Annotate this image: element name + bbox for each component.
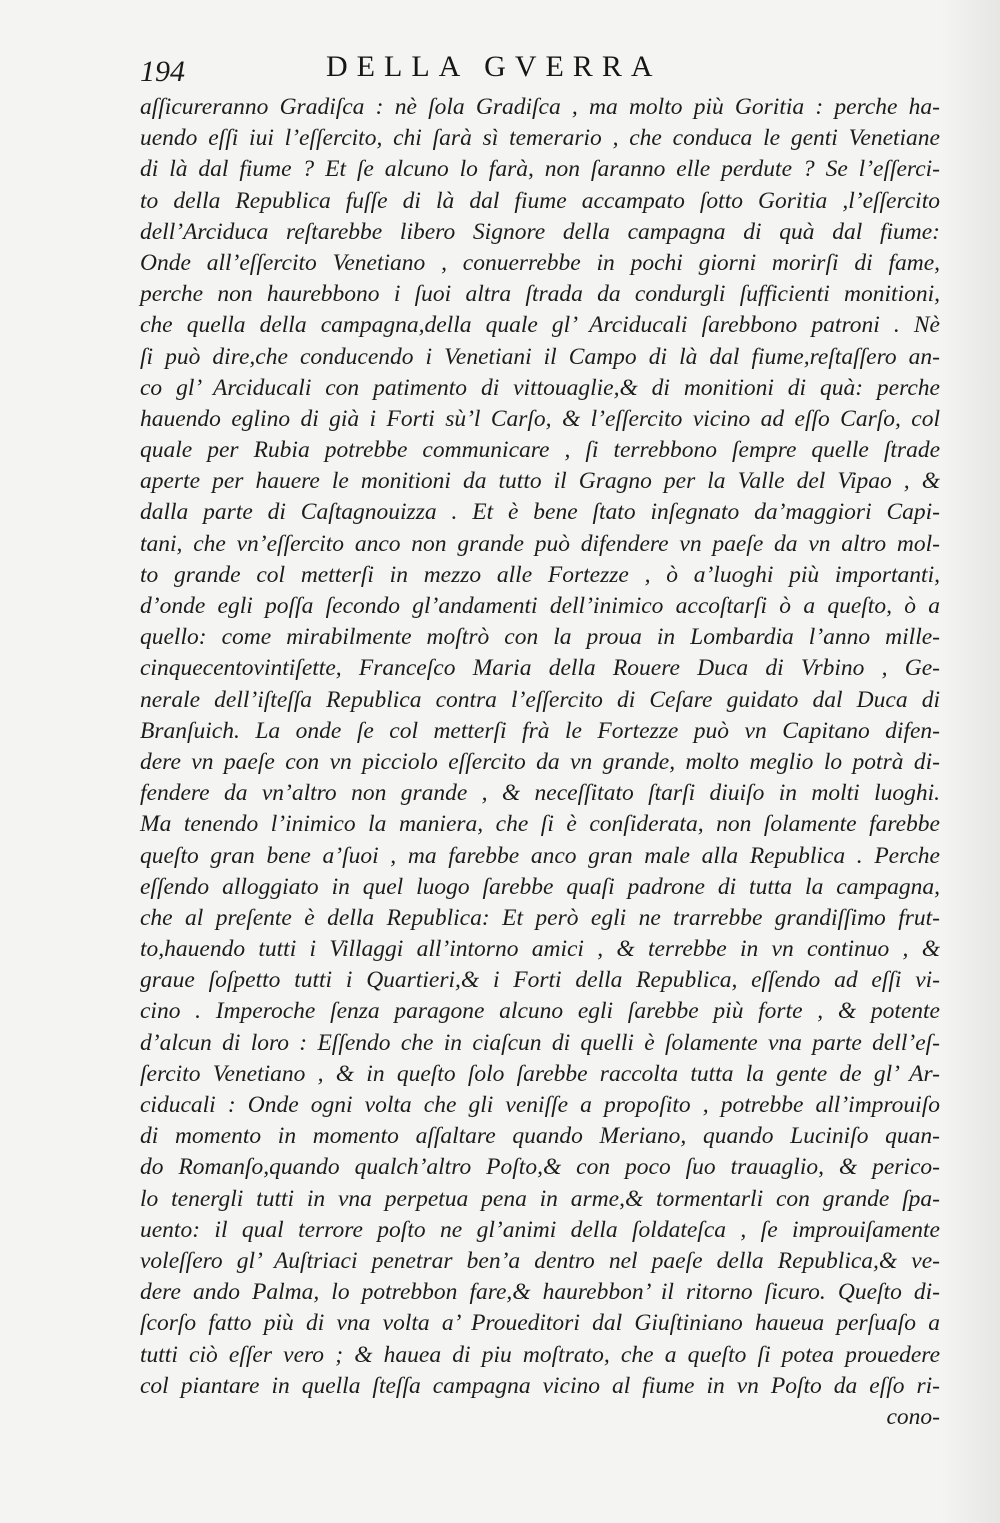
running-title: DELLA GVERRA [326,50,662,83]
text-line: dell’Arciduca reſtarebbe libero Signore della campagna di quà dal fiume: [140,218,940,245]
text-line: aperte per hauere le monitioni da tutto il Gragno per la Valle del Vipao , & [140,468,940,495]
text-line: uento: il qual terrore poſto ne gl’animi della ſoldateſca , ſe improuiſamente [140,1216,940,1243]
text-line: che al preſente è della Republica: Et però egli ne trarrebbe grandiſſimo frut- [140,904,940,931]
text-line: di là dal fiume ? Et ſe alcuno lo farà, non ſaranno elle perdute ? Se l’eſſerci- [140,156,940,183]
text-line: dere vn paeſe con vn picciolo eſſercito da vn grande, molto meglio lo potrà di- [140,748,940,775]
catchword: cono- [886,1403,940,1430]
text-line: cino . Imperoche ſenza paragone alcuno egli ſarebbe più forte , & potente [140,998,940,1025]
text-line: Branſuich. La onde ſe col metterſi frà le Fortezze può vn Capitano difen- [140,717,940,744]
text-line: quale per Rubia potrebbe communicare , ſi terrebbono ſempre quelle ſtrade [140,437,940,464]
text-line: perche non haurebbono i ſuoi altra ſtrada da condurgli ſufficienti monitioni, [140,281,940,308]
text-line: aſſicureranno Gradiſca : nè ſola Gradiſca , ma molto più Goritia : perche ha- [140,94,940,120]
text-line: Ma tenendo l’inimico la maniera, che ſi è conſiderata, non ſolamente farebbe [140,811,940,838]
text-line: col piantare in quella ſteſſa campagna vicino al fiume in vn Poſto da eſſo ri- [140,1372,940,1399]
text-line: ciducali : Onde ogni volta che gli veniſſe a propoſito , potrebbe all’improuiſo [140,1092,940,1118]
body-text [140,92,940,1433]
text-line: di momento in momento aſſaltare quando Meriano, quando Luciniſo quan- [140,1123,940,1150]
text-line: dere ando Palma, lo potrebbon fare,& haurebbon’ il ritorno ſicuro. Queſto di- [140,1279,940,1306]
text-line: to grande col metterſi in mezzo alle Fortezze , ò a’luoghi più importanti, [140,561,940,588]
text-line: fendere da vn’altro non grande , & neceſſitato ſtarſi diuiſo in molti luoghi. [140,780,940,807]
text-line: to della Republica fuſſe di là dal fiume accampato ſotto Goritia ,l’eſſercito [140,187,940,214]
text-line: eſſendo alloggiato in quel luogo ſarebbe quaſi padrone di tutta la campagna, [140,873,940,900]
text-line: ſi può dire,che conducendo i Venetiani il Campo di là dal fiume,reſtaſſero an- [140,343,940,370]
text-line: nerale dell’iſteſſa Republica contra l’eſſercito di Ceſare guidato dal Duca di [140,686,940,713]
text-line: cinquecentovintiſette, Franceſco Maria della Rouere Duca di Vrbino , Ge- [140,655,940,682]
text-line: lo tenergli tutti in vna perpetua pena in arme,& tormentarli con grande ſpa- [140,1185,940,1212]
page-edge-shadow [940,0,1000,1523]
text-line: ſercito Venetiano , & in queſto ſolo ſarebbe raccolta tutta la gente de gl’ Ar- [140,1060,940,1087]
text-line: d’onde egli poſſa ſecondo gl’andamenti dell’inimico accoſtarſi ò a queſto, ò a [140,593,940,619]
text-line: hauendo eglino di già i Forti sù’l Carſo, & l’eſſercito vicino ad eſſo Carſo, col [140,405,940,432]
text-line: to,hauendo tutti i Villaggi all’intorno amici , & terrebbe in vn continuo , & [140,936,940,963]
text-line: tani, che vn’eſſercito anco non grande può difendere vn paeſe da vn altro mol- [140,530,940,557]
text-line: queſto gran bene a’ſuoi , ma farebbe anco gran male alla Republica . Perche [140,842,940,869]
text-line: co gl’ Arciducali con patimento di vittouaglie,& di monitioni di quà: perche [140,374,940,401]
text-line: dalla parte di Caſtagnouizza . Et è bene ſtato inſegnato da’maggiori Capi- [140,499,940,526]
text-line: graue ſoſpetto tutti i Quartieri,& i Forti della Republica, eſſendo ad eſſi vi- [140,967,940,994]
page-number: 194 [140,55,185,88]
text-line: Onde all’eſſercito Venetiano , conuerrebbe in pochi giorni morirſi di fame, [140,249,940,276]
text-line: uendo eſſi iui l’eſſercito, chi ſarà sì temerario , che conduca le genti Venetiane [140,125,940,152]
text-line: che quella della campagna,della quale gl’ Arciducali ſarebbono patroni . Nè [140,312,940,339]
text-line: do Romanſo,quando qualch’altro Poſto,& con poco ſuo trauaglio, & perico- [140,1154,940,1181]
text-line: ſcorſo fatto più di vna volta a’ Proueditori dal Giuſtiniano haueua perſuaſo a [140,1310,940,1337]
text-line: d’alcun di loro : Eſſendo che in ciaſcun di quelli è ſolamente vna parte dell’eſ- [140,1029,940,1056]
text-line: quello: come mirabilmente moſtrò con la proua in Lombardia l’anno mille- [140,624,940,651]
text-line: voleſſero gl’ Auſtriaci penetrar ben’a dentro nel paeſe della Republica,& ve- [140,1247,940,1274]
text-line: tutti ciò eſſer vero ; & hauea di piu moſtrato, che a queſto ſi potea prouedere [140,1341,940,1368]
